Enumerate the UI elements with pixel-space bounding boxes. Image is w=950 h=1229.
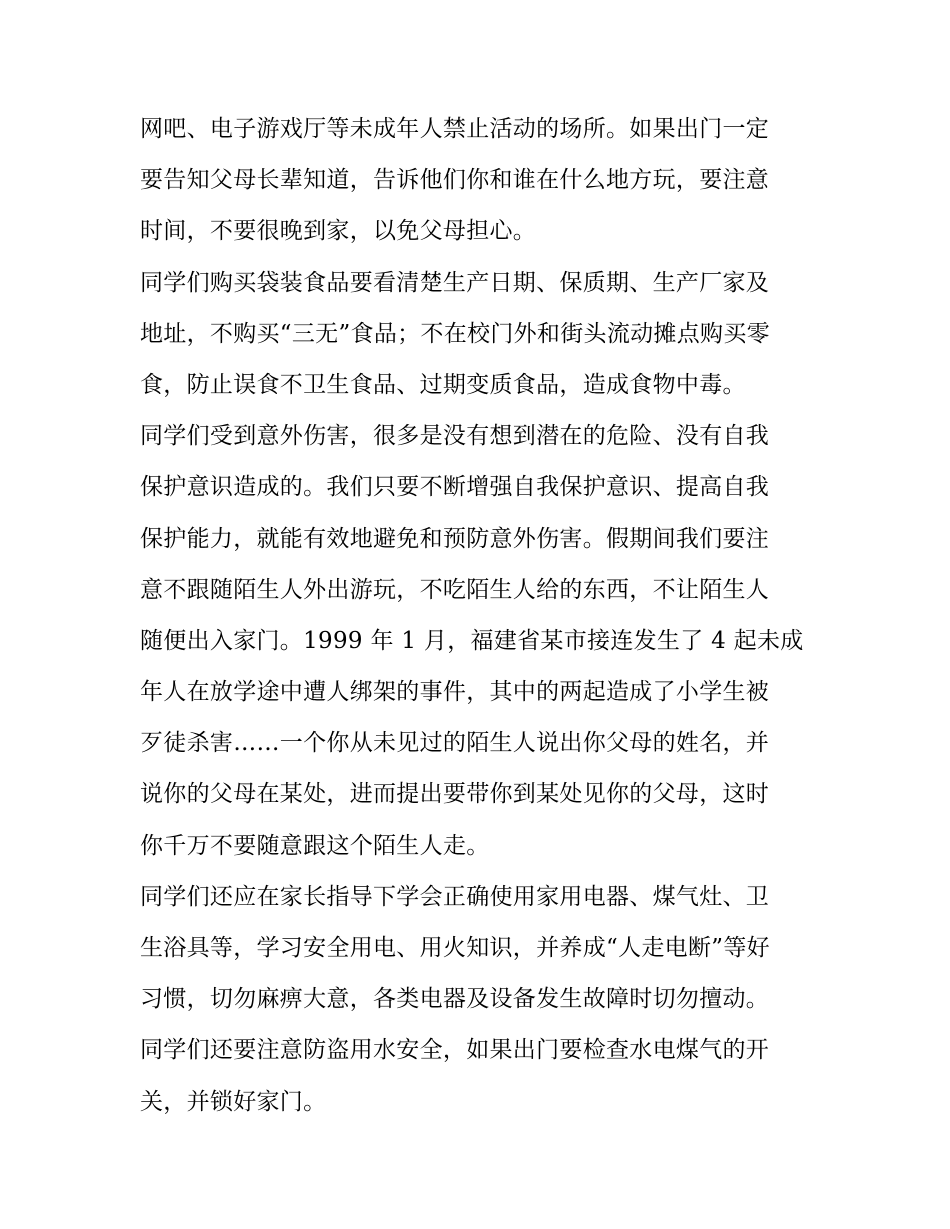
text-line: 关，并锁好家门。	[140, 1088, 327, 1115]
paragraph-minors-venues	[140, 104, 820, 258]
text-line: 年人在放学途中遭人绑架的事件，其中的两起造成了小学生被	[140, 679, 770, 706]
text-line: 同学们购买袋装食品要看清楚生产日期、保质期、生产厂家及	[140, 269, 770, 296]
paragraph-stranger-safety	[140, 411, 820, 872]
paragraph-food-safety	[140, 258, 820, 412]
text-line: 你千万不要随意跟这个陌生人走。	[140, 832, 490, 859]
text-line: 保护意识造成的。我们只要不断增强自我保护意识、提高自我	[140, 474, 770, 501]
paragraph-electrical-safety	[140, 872, 820, 1026]
text-line: 食，防止误食不卫生食品、过期变质食品，造成食物中毒。	[140, 371, 746, 398]
text-line: 说你的父母在某处，进而提出要带你到某处见你的父母，这时	[140, 781, 770, 808]
text-line: 随便出入家门。1999 年 1 月，福建省某市接连发生了 4 起未成	[140, 627, 804, 654]
paragraph-home-security	[140, 1025, 820, 1127]
text-line: 同学们受到意外伤害，很多是没有想到潜在的危险、没有自我	[140, 423, 770, 450]
text-line: 地址，不购买“三无”食品；不在校门外和街头流动摊点购买零	[140, 320, 770, 347]
text-line: 习惯，切勿麻痹大意，各类电器及设备发生故障时切勿擅动。	[140, 986, 770, 1013]
text-line: 同学们还要注意防盗用水安全，如果出门要检查水电煤气的开	[140, 1037, 770, 1064]
document-body	[140, 104, 820, 1128]
text-line: 网吧、电子游戏厅等未成年人禁止活动的场所。如果出门一定	[140, 116, 770, 142]
text-line: 同学们还应在家长指导下学会正确使用家用电器、煤气灶、卫	[140, 883, 770, 910]
text-line: 保护能力，就能有效地避免和预防意外伤害。假期间我们要注	[140, 525, 770, 552]
text-line: 意不跟随陌生人外出游玩，不吃陌生人给的东西，不让陌生人	[140, 576, 770, 603]
text-line: 时间，不要很晚到家，以免父母担心。	[140, 218, 537, 245]
text-line: 要告知父母长辈知道，告诉他们你和谁在什么地方玩，要注意	[140, 167, 770, 194]
text-line: 歹徒杀害……一个你从未见过的陌生人说出你父母的姓名，并	[140, 730, 770, 757]
text-line: 生浴具等，学习安全用电、用火知识，并养成“人走电断”等好	[140, 935, 770, 961]
